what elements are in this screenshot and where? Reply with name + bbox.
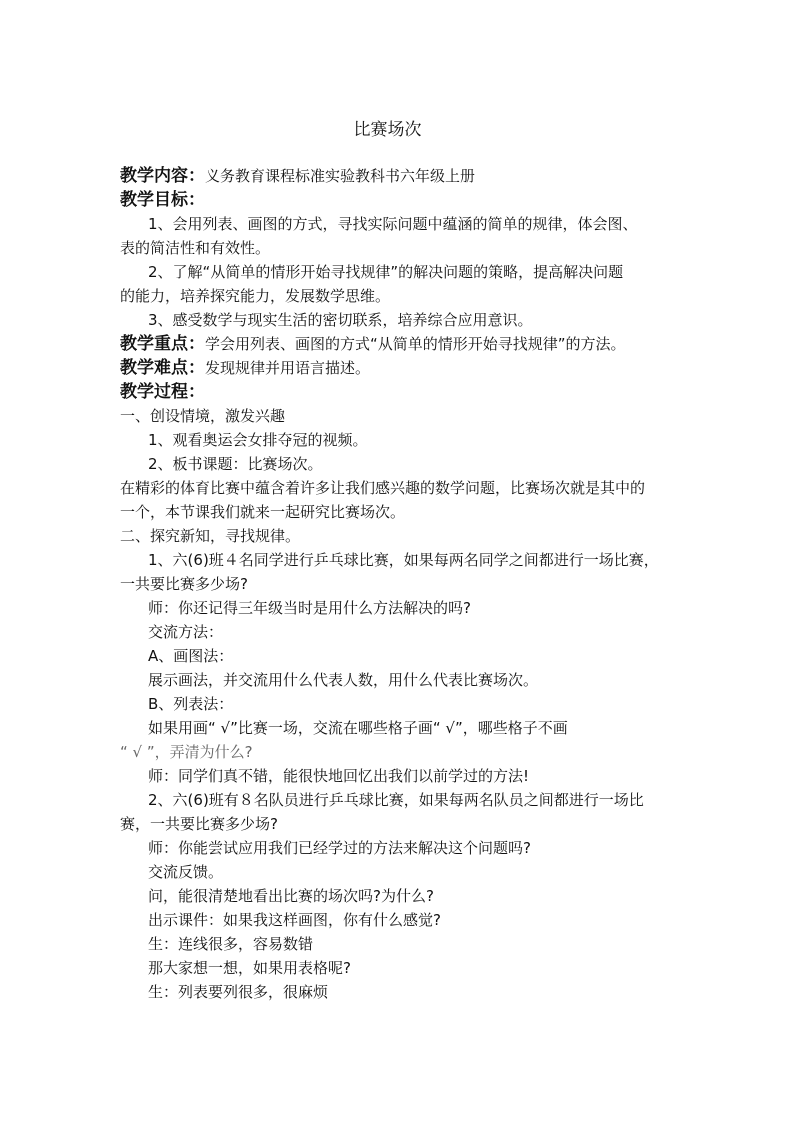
process-line: 师：同学们真不错，能很快地回忆出我们以前学过的方法! bbox=[148, 767, 530, 785]
process-line: 出示课件：如果我这样画图，你有什么感觉? bbox=[148, 911, 441, 929]
process-line: 展示画法，并交流用什么代表人数，用什么代表比赛场次。 bbox=[148, 671, 539, 689]
process-line: 2、板书课题：比赛场次。 bbox=[148, 455, 323, 473]
process-line: 1、观看奥运会女排夺冠的视频。 bbox=[148, 431, 368, 449]
difficulty-line bbox=[120, 356, 680, 380]
goal-line: 2、了解“从简单的情形开始寻找规律”的解决问题的策略，提高解决问题 bbox=[148, 263, 624, 281]
process-label: 教学过程： bbox=[120, 382, 205, 402]
goal-line: 表的简洁性和有效性。 bbox=[120, 239, 271, 257]
goals-heading bbox=[120, 188, 680, 212]
process-line: 那大家想一想，如果用表格呢? bbox=[148, 959, 351, 977]
goal-line: 3、感受数学与现实生活的密切联系，培养综合应用意识。 bbox=[148, 311, 533, 329]
document-page bbox=[120, 118, 680, 1004]
process-line: B、列表法： bbox=[148, 695, 234, 713]
process-line: 交流方法： bbox=[148, 623, 224, 641]
process-line: 生：列表要列很多，很麻烦 bbox=[148, 983, 329, 1001]
process-line: 一共要比赛多少场? bbox=[120, 575, 248, 593]
process-heading bbox=[120, 380, 680, 404]
section-heading: 二、探究新知，寻找规律。 bbox=[120, 527, 301, 545]
process-line: 一个，本节课我们就来一起研究比赛场次。 bbox=[120, 503, 406, 521]
content-line bbox=[120, 164, 680, 188]
key-point-text: 学会用列表、画图的方式“从简单的情形开始寻找规律”的方法。 bbox=[205, 335, 626, 353]
content-text: 义务教育课程标准实验教科书六年级上册 bbox=[205, 167, 476, 185]
process-line: 2、六(6)班有８名队员进行乒乓球比赛，如果每两名队员之间都进行一场比 bbox=[148, 791, 644, 809]
process-line: 问，能很清楚地看出比赛的场次吗?为什么? bbox=[148, 887, 434, 905]
process-line: “ √ ”，弄清为什么? bbox=[120, 743, 253, 761]
process-line: 师：你还记得三年级当时是用什么方法解决的吗? bbox=[148, 599, 471, 617]
process-line: 1、六(6)班４名同学进行乒乓球比赛，如果每两名同学之间都进行一场比赛， bbox=[148, 551, 659, 569]
process-line: 交流反馈。 bbox=[148, 863, 224, 881]
difficulty-label: 教学难点： bbox=[120, 358, 205, 378]
goal-line: 1、会用列表、画图的方式，寻找实际问题中蕴涵的简单的规律，体会图、 bbox=[148, 215, 638, 233]
process-line: 在精彩的体育比赛中蕴含着许多让我们感兴趣的数学问题，比赛场次就是其中的 bbox=[120, 479, 646, 497]
process-line: A、画图法： bbox=[148, 647, 234, 665]
key-point-label: 教学重点： bbox=[120, 334, 205, 354]
section-heading: 一、创设情境，激发兴趣 bbox=[120, 407, 286, 425]
process-line: 生：连线很多，容易数错 bbox=[148, 935, 314, 953]
page-title: 比赛场次 bbox=[353, 120, 422, 140]
goal-line: 的能力，培养探究能力，发展数学思维。 bbox=[120, 287, 391, 305]
process-line: 师：你能尝试应用我们已经学过的方法来解决这个问题吗? bbox=[148, 839, 531, 857]
process-line: 赛，一共要比赛多少场? bbox=[120, 815, 278, 833]
key-point-line bbox=[120, 332, 680, 356]
content-label: 教学内容： bbox=[120, 166, 205, 186]
goals-label: 教学目标： bbox=[120, 190, 205, 210]
difficulty-text: 发现规律并用语言描述。 bbox=[205, 359, 371, 377]
process-line: 如果用画“ √”比赛一场，交流在哪些格子画“ √”，哪些格子不画 bbox=[148, 719, 568, 737]
